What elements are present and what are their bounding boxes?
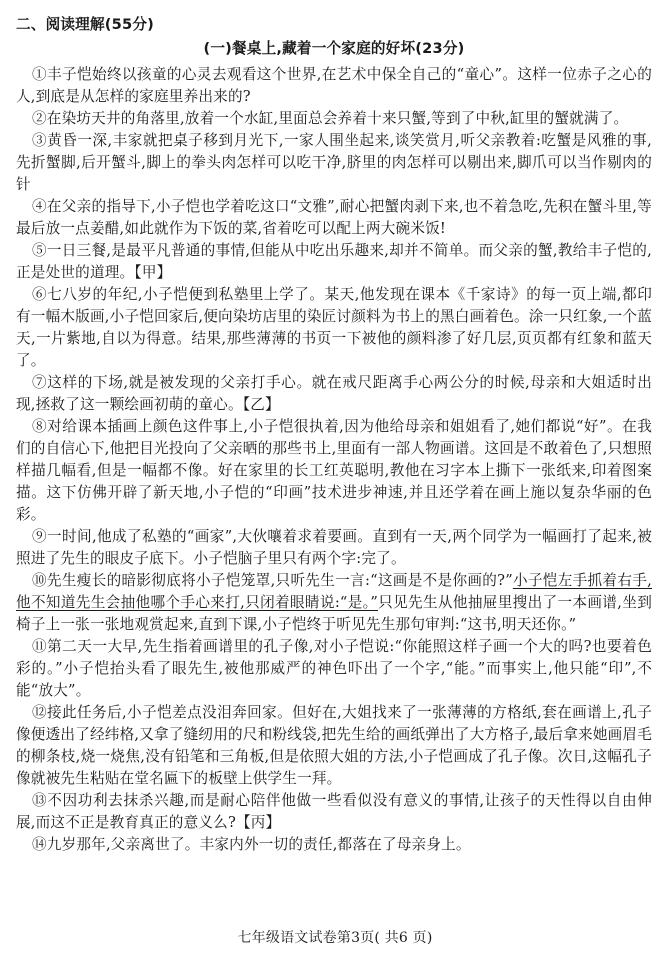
paragraph-text: 先生瘦长的暗影彻底将小子恺笼罩,只听先生一言:“这画是不是你画的?” [46,572,513,589]
paragraph [16,636,652,702]
paragraph-text: 丰子恺始终以孩童的心灵去观看这个世界,在艺术中保全自己的“童心”。这样一位赤子之心的人,到底是从怎样的家庭里养出来的? [16,66,653,105]
paragraph-number: ⑧ [32,418,48,435]
paragraph-text: 黄昏一深,丰家就把桌子移到月光下,一家人围坐起来,谈笑赏月,听父亲教着:吃蟹是风雅的事,先折蟹脚,后开蟹斗,脚上的拳头肉怎样可以吃干净,脐里的肉怎样可以剔出来,脚爪可以当作剔肉的针 [16,132,652,193]
page-footer: 七年级语文试卷第3页( 共6 页) [237,930,433,946]
paragraph [16,372,652,416]
passage-title: (一)餐桌上,藏着一个家庭的好坏(23分) [203,40,465,57]
paragraph [16,130,652,196]
paragraph [16,790,652,834]
paragraph-text: 一时间,他成了私塾的“画家”,大伙嚷着求着要画。直到有一天,两个同学为一幅画打了起来,被照进了先生的眼皮子底下。小子恺脑子里只有两个字:完了。 [16,528,653,567]
paragraph-text: 不因功利去抹杀兴趣,而是耐心陪伴他做一些看似没有意义的事情,让孩子的天性得以自由伸展,而这不正是教育真正的意义么?【丙】 [16,792,652,831]
section-heading: 二、阅读理解(55分) [16,16,155,33]
paragraph-number: ⑨ [32,528,47,545]
paragraph-text: 九岁那年,父亲离世了。丰家内外一切的责任,都落在了母亲身上。 [46,836,471,853]
paragraph [16,570,652,636]
passage-body [16,64,652,856]
paragraph [16,240,652,284]
paragraph-text: 在染坊天井的角落里,放着一个水缸,里面总会养着十来只蟹,等到了中秋,缸里的蟹就满了。 [46,110,629,127]
paragraph [16,196,652,240]
paragraph-text: 第二天一大早,先生指着画谱里的孔子像,对小子恺说:“你能照这样子画一个大的吗?也要着色彩的。”小子恺抬头看了眼先生,被他那威严的神色吓出了一个字,“能。”而事实上,他只能“印”,不能“放大”。 [16,638,652,699]
paragraph [16,284,652,372]
paragraph-text: 在父亲的指导下,小子恺也学着吃这口“文雅”,耐心把蟹肉剥下来,也不着急吃,先积在蟹斗里,等最后放一点姜醋,如此就作为下饭的菜,省着吃可以配上两大碗米饭! [16,198,652,237]
paragraph [16,702,652,790]
paragraph-number: ③ [32,132,48,149]
paragraph [16,834,652,856]
paragraph-number: ⑤ [32,242,47,259]
paragraph-text: 对给课本插画上颜色这件事上,小子恺很执着,因为他给母亲和姐姐看了,她们都说“好”。在我们的自信心下,他把目光投向了父亲晒的那些书上,里面有一部人物画谱。这回是不敢着色了,只想照样描几幅看,但是一幅都不像。好在家里的长工红英聪明,教他在习字本上撕下一张纸来,印着图案描。这下仿佛开辟了新天地,小子恺的“印画”技术进步神速,并且还学着在画上施以复杂华丽的色彩。 [16,418,652,523]
paragraph-number: ④ [32,198,47,215]
paragraph [16,526,652,570]
paragraph-number: ⑥ [32,286,48,303]
paragraph-number: ⑪ [32,638,48,655]
underlined-sentence: 小子恺左手抓着右手,他不知道先生会抽他哪个手心来打,只闭着眼睛说:“是。” [16,572,653,611]
paragraph-text: 一日三餐,是最平凡普通的事情,但能从中吃出乐趣来,却并不简单。而父亲的蟹,教给丰子恺的,正是处世的道理。【甲】 [16,242,652,281]
paragraph-number: ⑩ [32,572,47,589]
paragraph-text: 七八岁的年纪,小子恺便到私塾里上学了。某天,他发现在课本《千家诗》的每一页上端,都印有一幅木版画,小子恺回家后,便向染坊店里的染匠讨颜料为书上的黑白画着色。涂一只红象,一个蓝天,一片紫地,自以为得意。结果,那些薄薄的书页一下被他的颜料渗了好几层,页页都有红象和蓝天了。 [16,286,652,369]
paragraph-number: ⑬ [32,792,48,809]
paragraph-number: ② [32,110,47,127]
paragraph-text: 接此任务后,小子恺差点没泪奔回家。但好在,大姐找来了一张薄薄的方格纸,套在画谱上,孔子像便透出了经纬格,又拿了缝纫用的尺和粉线袋,把先生给的画纸弹出了大方格子,最后拿来她画眉毛的柳条枝,烧一烧焦,没有铅笔和三角板,但是依照大姐的方法,小子恺画成了孔子像。次日,这幅孔子像就被先生粘贴在堂名匾下的板壁上供学生一拜。 [16,704,652,787]
paragraph-number: ⑭ [32,836,47,853]
paragraph-text: 这样的下场,就是被发现的父亲打手心。就在戒尺距离手心两公分的时候,母亲和大姐适时出现,拯救了这一颗绘画初萌的童心。【乙】 [16,374,652,413]
paragraph-number: ⑦ [32,374,48,391]
paragraph [16,416,652,526]
paragraph-number: ① [32,66,47,83]
paragraph-number: ⑫ [32,704,48,721]
paragraph [16,108,652,130]
paragraph-text: 只见先生从他抽屉里搜出了一本画谱,坐到椅子上一张一张地观赏起来,直到下课,小子恺终于听见先生那句审判:“这书,明天还你。” [16,594,652,633]
paragraph [16,64,652,108]
